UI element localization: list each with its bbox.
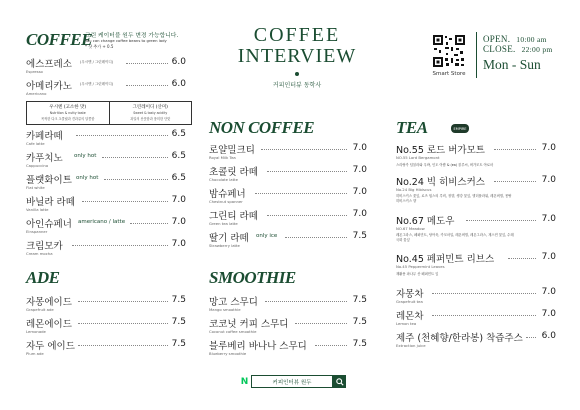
- coffee-title: COFFEE: [26, 30, 92, 49]
- item-price: 6.5: [171, 129, 186, 139]
- item-price: 7.5: [352, 339, 367, 349]
- bean-desc-kr: 과일의 산뜻함과 풍미한 단맛: [130, 117, 171, 121]
- bean-greenlady: [110, 102, 192, 124]
- item-en: Chocolate latte: [209, 177, 238, 182]
- item-price: 7.0: [541, 252, 556, 262]
- naver-logo-icon: N: [240, 376, 249, 387]
- item-name: 망고 스무디: [209, 297, 258, 308]
- bean-uschien: [27, 102, 110, 124]
- item-price: 6.0: [541, 331, 556, 341]
- item-en: Blueberry smoothie: [209, 351, 247, 356]
- divider: [476, 32, 477, 78]
- item-price: 6.0: [171, 79, 186, 89]
- ade-title: ADE: [26, 268, 60, 287]
- item-name: 레몬에이드: [26, 319, 72, 330]
- item-en: Cream mocha: [26, 251, 53, 256]
- ade-list: [26, 294, 186, 360]
- logo-line1: COFFEE: [253, 24, 341, 46]
- menu-item: [26, 56, 186, 78]
- menu-item: [26, 216, 186, 238]
- leader-dots: [526, 337, 536, 338]
- item-en: Vanilla latte: [26, 207, 49, 212]
- item-en: Lemonade: [26, 329, 46, 334]
- item-en: Extraction juice: [396, 343, 426, 348]
- bean-head: 그린레이디 (산미): [132, 105, 168, 110]
- item-price: 6.5: [171, 173, 186, 183]
- noncoffee-list: [209, 142, 367, 252]
- leader-dots: [126, 85, 168, 86]
- search-query[interactable]: 커피인터뷰 원두: [251, 375, 333, 388]
- open-label: OPEN.: [483, 34, 511, 44]
- bean-info-box: [26, 101, 192, 125]
- item-price: 7.0: [352, 187, 367, 197]
- item-note: only ice: [256, 233, 278, 239]
- item-en: NO.55 Lord Bergamont: [396, 155, 440, 160]
- item-name: 로얄밀크티: [209, 145, 255, 156]
- menu-item: [396, 330, 556, 352]
- item-name: 플랫화이트: [26, 175, 72, 186]
- item-price: 7.0: [541, 214, 556, 224]
- leader-dots: [267, 215, 347, 216]
- coffee-note-en: You can change coffee beans to green lady: [85, 38, 167, 43]
- leader-dots: [432, 315, 536, 316]
- logo-sub: 커피인터뷰 동학사: [272, 82, 322, 89]
- menu-item: [26, 150, 186, 172]
- menu-item: [26, 338, 186, 360]
- item-price: 7.5: [352, 317, 367, 327]
- bean-desc-en: Nutrition & nutty taste: [49, 111, 86, 115]
- item-name: 제주 (천혜향/한라봉) 착즙주스: [396, 333, 523, 344]
- item-price: 7.5: [352, 295, 367, 305]
- leader-dots: [78, 345, 168, 346]
- item-name: 딸기 라떼: [209, 233, 249, 244]
- item-name: 자몽에이드: [26, 297, 72, 308]
- item-price: 7.0: [352, 165, 367, 175]
- item-en: Lemon tea: [396, 321, 417, 326]
- item-en: Grapefruit ade: [26, 307, 54, 312]
- item-name: 자몽차: [396, 289, 424, 300]
- menu-item: [26, 294, 186, 316]
- item-desc: 레몬그라스, 페퍼민트, 당아욱, 카모마일, 레몬버벌, 레몬그라스, 재스민 꽃잎, 수레국화 꽃잎: [396, 233, 514, 242]
- item-price: 7.0: [541, 143, 556, 153]
- leader-dots: [255, 193, 347, 194]
- leader-dots: [76, 135, 168, 136]
- item-name: 그린티 라떼: [209, 211, 258, 222]
- opening-hours: [483, 34, 553, 73]
- menu-item: [209, 338, 367, 360]
- leader-dots: [267, 171, 347, 172]
- item-desc: 재활용 파나무 산 페퍼민트 잎: [396, 272, 439, 276]
- item-en: Mango smoothie: [209, 307, 241, 312]
- search-icon[interactable]: [333, 375, 346, 388]
- item-price: 7.0: [171, 239, 186, 249]
- item-price: 7.0: [352, 143, 367, 153]
- tea-list-2: [396, 286, 556, 352]
- menu-item: [26, 78, 186, 100]
- smoothie-title: SMOOTHIE: [209, 268, 296, 287]
- item-note: americano / latte: [78, 219, 126, 225]
- close-row: [483, 44, 553, 54]
- item-name: No.45 페퍼민트 리브스: [396, 254, 495, 265]
- menu-item: [396, 142, 556, 174]
- item-name: 밤슈페너: [209, 189, 246, 200]
- item-en: Cappuccino: [26, 163, 49, 168]
- item-price: 7.5: [171, 339, 186, 349]
- menu-item: [209, 164, 367, 186]
- menu-item: [26, 316, 186, 338]
- item-name: No.67 메도우: [396, 216, 455, 227]
- logo-dot: [295, 72, 299, 76]
- item-en: Royal Milk Tea: [209, 155, 236, 160]
- leader-dots: [432, 293, 536, 294]
- item-name: 카푸치노: [26, 153, 63, 164]
- item-en: Cafe latte: [26, 141, 45, 146]
- menu-item: [209, 208, 367, 230]
- qr-label: Smart Store: [432, 71, 466, 77]
- item-note: only hot: [74, 153, 97, 159]
- close-label: CLOSE.: [483, 44, 516, 54]
- menu-item: [209, 316, 367, 338]
- leader-dots: [126, 63, 168, 64]
- item-name: 아메리카노: [26, 81, 72, 92]
- item-en: Espresso: [26, 69, 43, 74]
- bean-desc-kr: 목적한 다크 초콜릿과 견과류의 달콤함: [41, 117, 95, 121]
- item-en: Flat white: [26, 185, 45, 190]
- menu-item: [26, 238, 186, 260]
- logo-line2: INTERVIEW: [237, 45, 357, 67]
- coffee-note-kr: 그린 케이터블 원두 변경 가능합니다.: [85, 33, 179, 39]
- item-name: 크림모카: [26, 241, 63, 252]
- close-time: 22:00 pm: [521, 45, 553, 54]
- leader-dots: [285, 237, 347, 238]
- item-en: Americano: [26, 91, 47, 96]
- item-desc: 스리랑카 딤블라와 우바, 인도 아쌈 & (ea) 블루씨, 버가모트 아로마: [396, 163, 494, 167]
- menu-item: [396, 213, 556, 251]
- bean-head: 우시엔 (고소한 맛): [49, 105, 87, 110]
- item-name: 초콜릿 라떼: [209, 167, 258, 178]
- leader-dots: [130, 223, 168, 224]
- item-price: 7.5: [171, 295, 186, 305]
- item-en: No.45 Peppermint Leaves: [396, 264, 445, 269]
- tea-brand-badge: EMPIRE: [451, 124, 469, 133]
- item-en: NO.67 Meadow: [396, 226, 425, 231]
- leader-dots: [265, 301, 347, 302]
- bean-desc-en: Sweet & tasty acidity: [133, 111, 168, 115]
- leader-dots: [508, 258, 536, 259]
- open-time: 10:00 am: [516, 35, 547, 44]
- noncoffee-title: NON COFFEE: [209, 118, 315, 137]
- leader-dots: [466, 220, 536, 221]
- item-name: 자두 에이드: [26, 341, 75, 352]
- menu-item: [209, 230, 367, 252]
- item-name: 코코넛 커피 스무디: [209, 319, 289, 330]
- item-note: only hot: [76, 175, 99, 181]
- leader-dots: [261, 149, 347, 150]
- item-en: Strawberry latte: [209, 243, 240, 248]
- menu-item: [26, 194, 186, 216]
- open-row: [483, 34, 553, 44]
- item-price: 6.5: [171, 151, 186, 161]
- leader-dots: [315, 345, 347, 346]
- menu-item: [396, 308, 556, 330]
- item-en: No.24 Big Hibiscus: [396, 187, 432, 192]
- menu-item: [26, 128, 186, 150]
- item-price: 7.0: [171, 217, 186, 227]
- item-name: No.55 로드 버가모트: [396, 145, 485, 156]
- qr-code-icon[interactable]: [432, 34, 466, 68]
- menu-item: [26, 172, 186, 194]
- item-name: 카페라떼: [26, 131, 63, 142]
- leader-dots: [78, 323, 168, 324]
- leader-dots: [78, 301, 168, 302]
- leader-dots: [494, 149, 536, 150]
- naver-search-bar[interactable]: [238, 375, 346, 388]
- item-name: No.24 빅 히비스커스: [396, 177, 485, 188]
- item-name: 에스프레소: [26, 59, 72, 70]
- leader-dots: [102, 157, 168, 158]
- coffee-list: [26, 56, 186, 100]
- menu-item: [396, 286, 556, 308]
- item-price: 7.5: [352, 231, 367, 241]
- item-name: 아인슈페너: [26, 219, 72, 230]
- coffee-note-extra: * 샷 추가 + 0.5: [85, 44, 114, 49]
- open-days: Mon - Sun: [483, 57, 541, 72]
- item-price: 7.0: [541, 309, 556, 319]
- tea-list: [396, 142, 556, 283]
- smoothie-list: [209, 294, 367, 360]
- menu-item: [396, 174, 556, 213]
- item-price: 7.0: [352, 209, 367, 219]
- menu-item: [209, 294, 367, 316]
- leader-dots: [72, 245, 168, 246]
- tea-title: TEA: [396, 118, 428, 137]
- item-price: 6.0: [171, 57, 186, 67]
- item-desc: 히비스커스 꽃잎, 로즈 힙스의 루비, 정향, 생강 꽃잎, 엘더플라워, 레몬버벌, 몽땅 히비스커스 향: [396, 194, 512, 203]
- item-name: 바닐라 라떼: [26, 197, 75, 208]
- item-price: 7.0: [541, 287, 556, 297]
- leader-dots: [295, 323, 347, 324]
- item-en: Plum ade: [26, 351, 44, 356]
- menu-item: [396, 251, 556, 283]
- leader-dots: [494, 181, 536, 182]
- item-en: Einspanner: [26, 229, 48, 234]
- item-price: 7.0: [541, 175, 556, 185]
- brand-logo: [222, 24, 372, 89]
- item-en: Grapefruit tea: [396, 299, 423, 304]
- leader-dots: [82, 201, 168, 202]
- item-en: Green tea latte: [209, 221, 238, 226]
- item-name: 블루베리 바나나 스무디: [209, 341, 307, 352]
- item-price: 7.5: [171, 317, 186, 327]
- item-price: 7.0: [171, 195, 186, 205]
- menu-item: [209, 142, 367, 164]
- item-en: Chestnut spanner: [209, 199, 243, 204]
- coffee-list-2: [26, 128, 186, 260]
- item-name: 레몬차: [396, 311, 424, 322]
- item-sub: (우시엔 / 그린레이디): [80, 60, 114, 64]
- menu-item: [209, 186, 367, 208]
- item-sub: (우시엔 / 그린레이디): [80, 82, 114, 86]
- leader-dots: [104, 179, 168, 180]
- item-en: Coconut coffee smoothie: [209, 329, 257, 334]
